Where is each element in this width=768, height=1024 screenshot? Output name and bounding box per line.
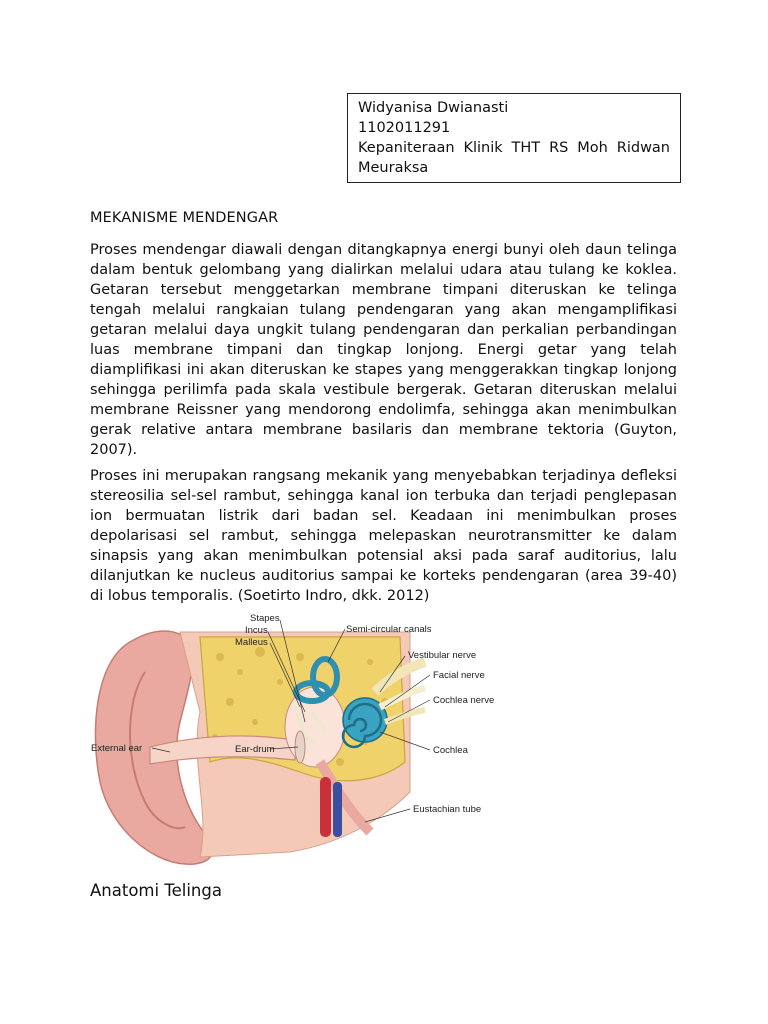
paragraph-2: Proses ini merupakan rangsang mekanik yang menyebabkan terjadinya defleksi stereosilia sel-sel rambut, sehingga kanal ion terbuka dan terjadi penglepasan ion bermuatan listrik dari badan sel. Keadaan ini menimbulkan proses depolarisasi sel rambut, sehingga melepaskan neurotransmitter ke dalam sinapsis yang akan menimbulkan potensial aksi pada saraf auditorius, lalu dilanjutkan ke nucleus auditorius sampai ke korteks pendengaran (area 39-40) di lobus temporalis. (Soetirto Indro, dkk. 2012) <box>90 468 677 604</box>
author-info-box <box>347 93 681 183</box>
label-semicircular-canals: Semi-circular canals <box>346 624 432 635</box>
label-incus: Incus <box>245 625 268 636</box>
ear-anatomy-figure <box>90 612 510 870</box>
label-ear-drum: Ear-drum <box>235 744 275 755</box>
affiliation: Kepaniteraan Klinik THT RS Moh Ridwan Meuraksa <box>358 140 670 176</box>
label-external-ear: External ear <box>91 743 143 754</box>
label-vestibular-nerve: Vestibular nerve <box>408 650 477 661</box>
section-title-anatomy: Anatomi Telinga <box>90 881 222 900</box>
label-eustachian-tube: Eustachian tube <box>413 804 482 815</box>
author-name: Widyanisa Dwianasti <box>358 100 509 116</box>
label-cochlea: Cochlea <box>433 745 468 756</box>
label-facial-nerve: Facial nerve <box>433 670 485 681</box>
student-id: 1102011291 <box>358 120 451 136</box>
section-heading: MEKANISME MENDENGAR <box>90 210 279 226</box>
label-stapes: Stapes <box>250 613 280 624</box>
paragraph-1: Proses mendengar diawali dengan ditangkapnya energi bunyi oleh daun telinga dalam bentuk gelombang yang dialirkan melalui udara atau tulang ke koklea. Getaran tersebut menggetarkan membrane timpani diteruskan ke telinga tengah melalui rangkaian tulang pendengaran yang akan mengamplifikasi getaran melalui daya ungkit tulang pendengaran dan perkalian perbandingan luas membrane timpani dan tingkap lonjong. Energi getar yang telah diamplifikasi ini akan diteruskan ke stapes yang menggerakkan tingkap lonjong sehingga perilimfa pada skala vestibule bergerak. Getaran diteruskan melalui membrane Reissner yang mendorong endolimfa, sehingga akan menimbulkan gerak relative antara membrane basilaris dan membrane tektoria (Guyton, 2007). <box>90 242 677 458</box>
label-cochlea-nerve: Cochlea nerve <box>433 695 495 706</box>
ear-anatomy-illustration <box>90 612 510 870</box>
label-malleus: Malleus <box>235 637 268 648</box>
